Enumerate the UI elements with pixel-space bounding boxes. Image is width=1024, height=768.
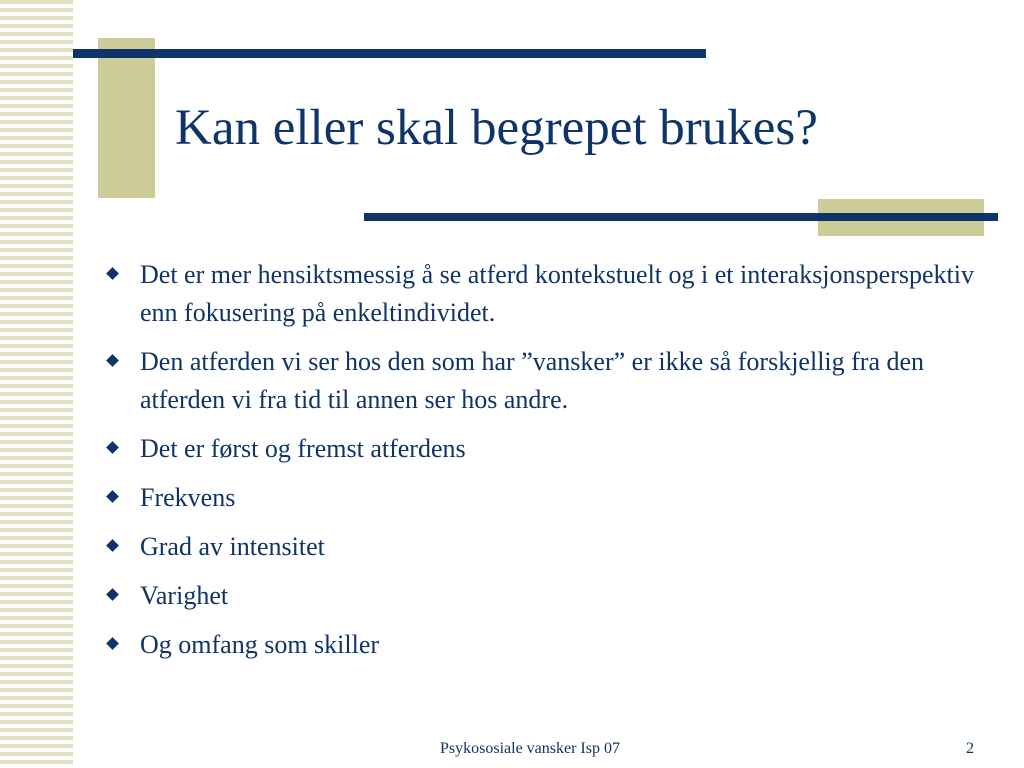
bullet-text: Den atferden vi ser hos den som har ”vansker” er ikke så forskjellig fra den atferden vi fra tid til annen ser hos andre. bbox=[140, 347, 925, 414]
bullet-text: Det er først og fremst atferdens bbox=[140, 434, 466, 463]
bullet-text: Og omfang som skiller bbox=[140, 630, 380, 659]
bullet-item bbox=[104, 479, 984, 517]
diamond-bullet-icon bbox=[106, 441, 119, 454]
bullet-item bbox=[104, 528, 984, 566]
decorative-navy-line-top bbox=[73, 49, 706, 58]
bullet-item bbox=[104, 626, 984, 664]
diamond-bullet-icon bbox=[106, 539, 119, 552]
diamond-bullet-icon bbox=[106, 267, 119, 280]
diamond-bullet-icon bbox=[106, 588, 119, 601]
diamond-bullet-icon bbox=[106, 490, 119, 503]
bullet-item bbox=[104, 343, 984, 419]
bullet-item bbox=[104, 430, 984, 468]
slide-number: 2 bbox=[966, 740, 974, 757]
decorative-khaki-block-top bbox=[98, 38, 155, 198]
bullet-text: Varighet bbox=[140, 581, 229, 610]
diamond-bullet-icon bbox=[106, 637, 119, 650]
bullet-text: Frekvens bbox=[140, 483, 236, 512]
bullet-list bbox=[104, 256, 984, 675]
bullet-text: Det er mer hensiktsmessig å se atferd kontekstuelt og i et interaksjonsperspektiv enn fokusering på enkeltindividet. bbox=[140, 260, 974, 327]
bullet-text: Grad av intensitet bbox=[140, 532, 325, 561]
decorative-navy-line-bottom bbox=[364, 213, 998, 221]
bullet-item bbox=[104, 256, 984, 332]
slide-title: Kan eller skal begrepet brukes? bbox=[175, 100, 818, 156]
decorative-stripe-band bbox=[0, 0, 73, 768]
diamond-bullet-icon bbox=[106, 354, 119, 367]
bullet-item bbox=[104, 577, 984, 615]
footer-text: Psykososiale vansker Isp 07 bbox=[440, 740, 620, 757]
